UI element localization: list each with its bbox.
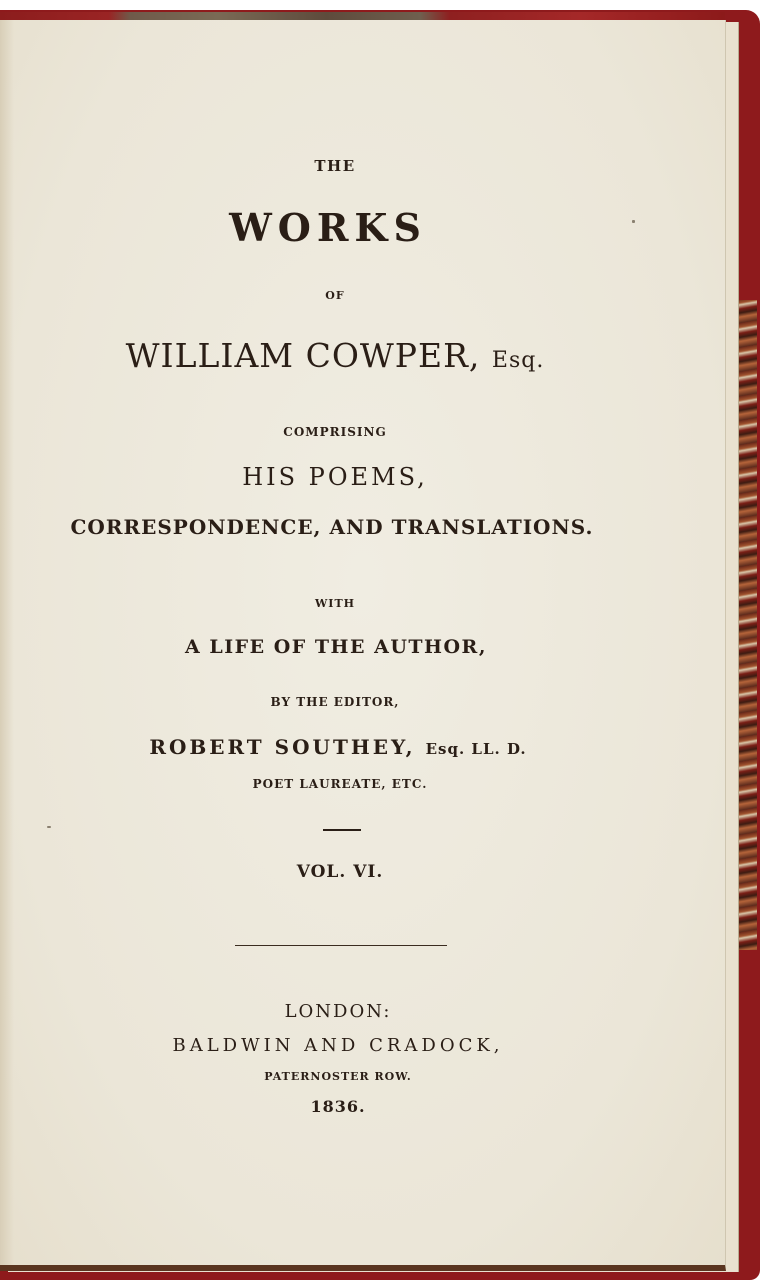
comprising-label: COMPRISING [283, 425, 387, 439]
paper-speck [47, 826, 51, 828]
his-poems: HIS POEMS, [242, 463, 428, 491]
by-the-editor: BY THE EDITOR, [270, 695, 400, 709]
publisher-address: PATERNOSTER ROW. [264, 1070, 412, 1083]
short-rule-divider [323, 829, 361, 831]
volume-number: VOL. VI. [296, 862, 384, 882]
editor-name: ROBERT SOUTHEY, [149, 735, 416, 759]
publisher-name: BALDWIN AND CRADOCK, [172, 1035, 504, 1056]
life-of-author: A LIFE OF THE AUTHOR, [185, 636, 487, 658]
title-works: WORKS [229, 205, 427, 250]
correspondence-translations: CORRESPONDENCE, AND TRANSLATIONS. [70, 515, 594, 539]
editor-line [3, 735, 673, 759]
title-the: THE [314, 157, 356, 175]
title-of: OF [325, 289, 345, 302]
editor-title: POET LAUREATE, ETC. [252, 777, 428, 791]
long-rule-divider [235, 945, 447, 946]
paper-speck [632, 220, 635, 223]
author-suffix: Esq. [491, 348, 545, 373]
author-name: WILLIAM COWPER, [125, 336, 481, 375]
author-line [0, 336, 670, 375]
with-label: WITH [314, 597, 356, 610]
publication-year: 1836. [310, 1097, 366, 1116]
publication-place: LONDON: [284, 1001, 392, 1022]
editor-suffix: Esq. LL. D. [425, 740, 527, 758]
